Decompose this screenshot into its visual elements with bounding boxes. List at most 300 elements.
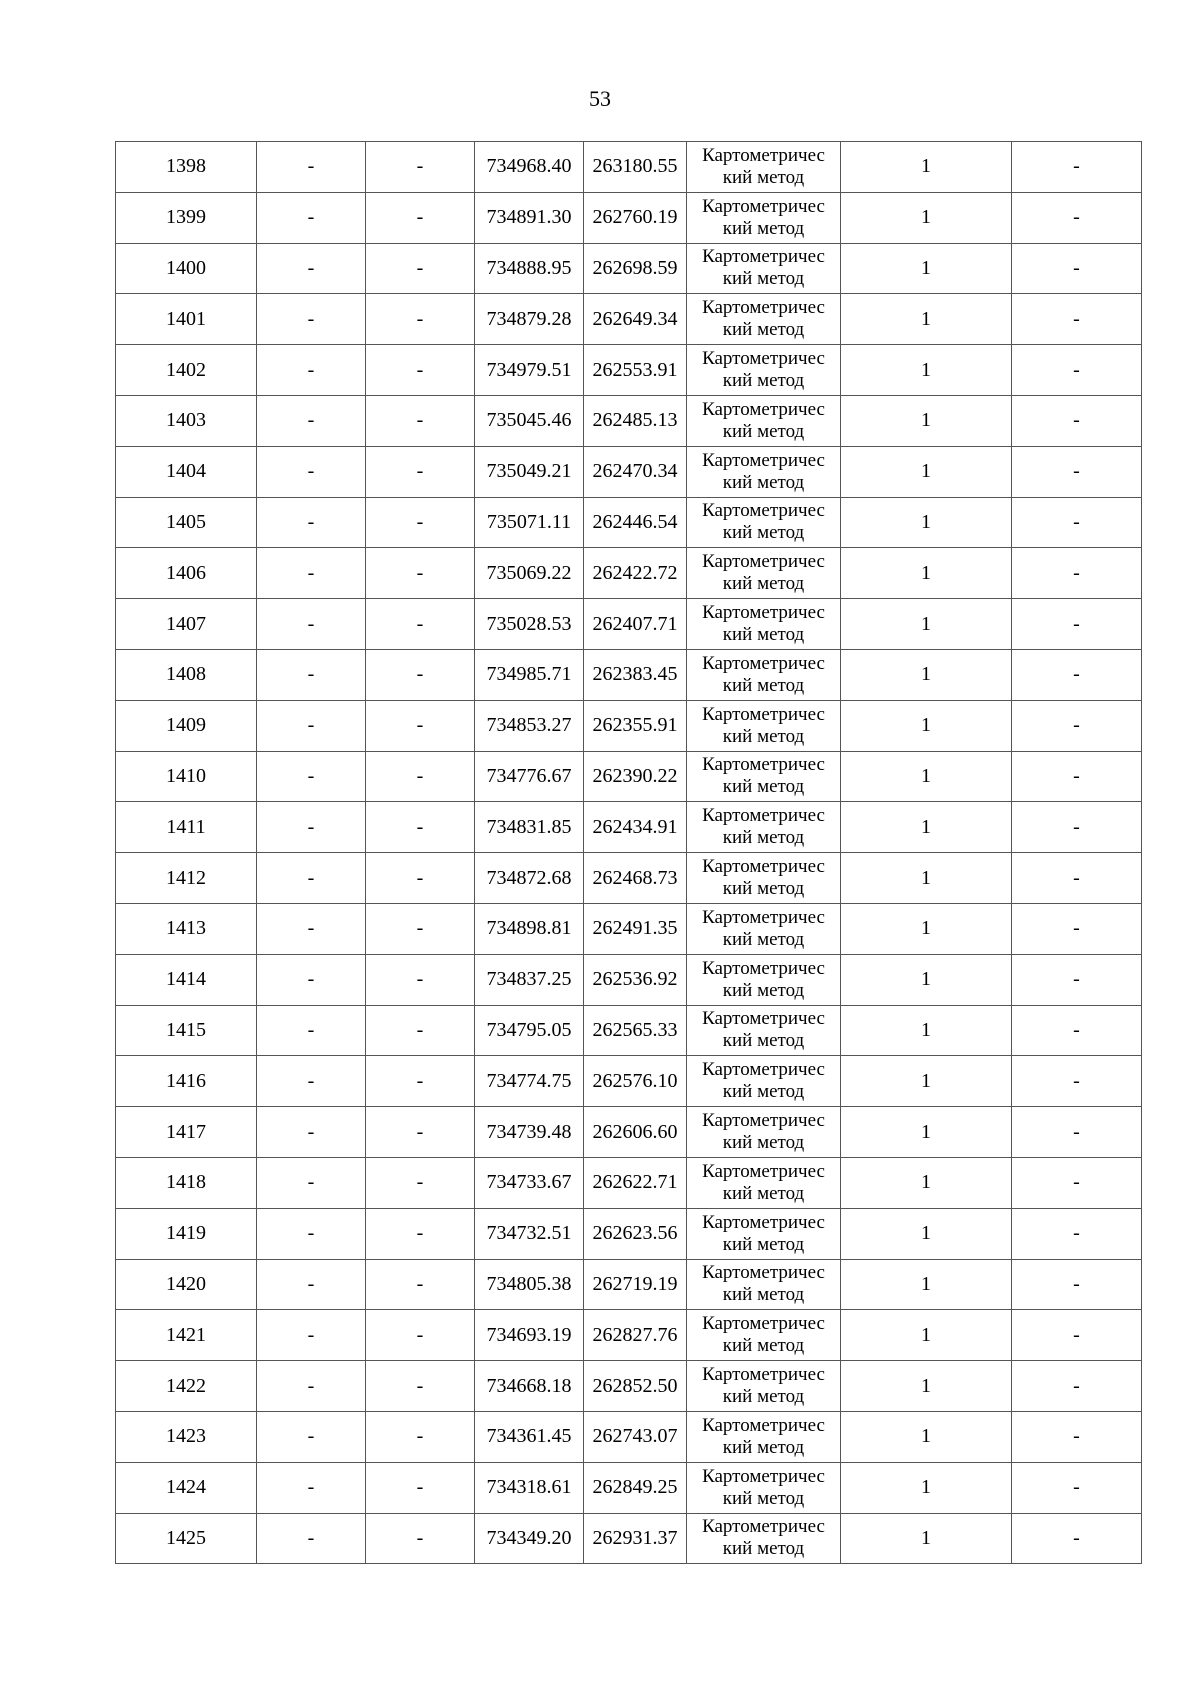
x-coordinate-cell: 734795.05 — [475, 1005, 584, 1056]
dash-cell: - — [257, 345, 366, 396]
dash-cell: - — [366, 700, 475, 751]
method-line-2: кий метод — [722, 370, 805, 392]
dash-cell: - — [366, 345, 475, 396]
method-line-1: Картометричес — [702, 1262, 825, 1284]
dash-cell: - — [257, 142, 366, 193]
y-coordinate-cell: 262719.19 — [584, 1259, 687, 1310]
note-cell: - — [1012, 1361, 1142, 1412]
y-coordinate-cell: 262468.73 — [584, 853, 687, 904]
note-cell: - — [1012, 192, 1142, 243]
method-line-1: Картометричес — [702, 602, 825, 624]
x-coordinate-cell: 734774.75 — [475, 1056, 584, 1107]
note-cell: - — [1012, 853, 1142, 904]
dash-cell: - — [366, 853, 475, 904]
x-coordinate-cell: 734872.68 — [475, 853, 584, 904]
y-coordinate-cell: 262485.13 — [584, 395, 687, 446]
y-coordinate-cell: 262470.34 — [584, 446, 687, 497]
y-coordinate-cell: 262383.45 — [584, 649, 687, 700]
dash-cell: - — [366, 1310, 475, 1361]
accuracy-cell: 1 — [841, 1056, 1012, 1107]
point-number-cell: 1401 — [116, 294, 257, 345]
dash-cell: - — [366, 243, 475, 294]
method-cell — [687, 192, 841, 243]
method-line-1: Картометричес — [702, 1110, 825, 1132]
method-cell — [687, 294, 841, 345]
point-number-cell: 1402 — [116, 345, 257, 396]
dash-cell: - — [257, 802, 366, 853]
accuracy-cell: 1 — [841, 700, 1012, 751]
method-line-2: кий метод — [722, 1335, 805, 1357]
method-cell — [687, 599, 841, 650]
note-cell: - — [1012, 1056, 1142, 1107]
method-line-1: Картометричес — [702, 551, 825, 573]
accuracy-cell: 1 — [841, 345, 1012, 396]
method-cell — [687, 649, 841, 700]
method-line-2: кий метод — [722, 1233, 805, 1255]
method-line-2: кий метод — [722, 1081, 805, 1103]
note-cell: - — [1012, 345, 1142, 396]
x-coordinate-cell: 734853.27 — [475, 700, 584, 751]
method-line-2: кий метод — [722, 1132, 805, 1154]
x-coordinate-cell: 734837.25 — [475, 954, 584, 1005]
method-cell — [687, 700, 841, 751]
method-cell — [687, 903, 841, 954]
dash-cell: - — [366, 192, 475, 243]
y-coordinate-cell: 263180.55 — [584, 142, 687, 193]
point-number-cell: 1423 — [116, 1411, 257, 1462]
method-line-1: Картометричес — [702, 1364, 825, 1386]
method-line-1: Картометричес — [702, 1465, 825, 1487]
accuracy-cell: 1 — [841, 853, 1012, 904]
note-cell: - — [1012, 903, 1142, 954]
x-coordinate-cell: 735028.53 — [475, 599, 584, 650]
point-number-cell: 1417 — [116, 1107, 257, 1158]
dash-cell: - — [366, 142, 475, 193]
x-coordinate-cell: 735071.11 — [475, 497, 584, 548]
method-line-1: Картометричес — [702, 348, 825, 370]
method-cell — [687, 1361, 841, 1412]
point-number-cell: 1406 — [116, 548, 257, 599]
method-line-1: Картометричес — [702, 856, 825, 878]
method-line-1: Картометричес — [702, 1516, 825, 1538]
method-line-1: Картометричес — [702, 1414, 825, 1436]
point-number-cell: 1422 — [116, 1361, 257, 1412]
accuracy-cell: 1 — [841, 1411, 1012, 1462]
method-line-2: кий метод — [722, 878, 805, 900]
method-line-2: кий метод — [722, 1538, 805, 1560]
method-line-2: кий метод — [722, 674, 805, 696]
x-coordinate-cell: 734968.40 — [475, 142, 584, 193]
table-row — [116, 548, 1142, 599]
accuracy-cell: 1 — [841, 954, 1012, 1005]
dash-cell: - — [257, 1056, 366, 1107]
table-row — [116, 1310, 1142, 1361]
point-number-cell: 1398 — [116, 142, 257, 193]
dash-cell: - — [366, 751, 475, 802]
dash-cell: - — [257, 954, 366, 1005]
method-line-1: Картометричес — [702, 957, 825, 979]
accuracy-cell: 1 — [841, 802, 1012, 853]
dash-cell: - — [257, 1107, 366, 1158]
accuracy-cell: 1 — [841, 192, 1012, 243]
point-number-cell: 1403 — [116, 395, 257, 446]
accuracy-cell: 1 — [841, 294, 1012, 345]
note-cell: - — [1012, 599, 1142, 650]
dash-cell: - — [257, 548, 366, 599]
accuracy-cell: 1 — [841, 395, 1012, 446]
point-number-cell: 1418 — [116, 1157, 257, 1208]
y-coordinate-cell: 262623.56 — [584, 1208, 687, 1259]
method-line-2: кий метод — [722, 776, 805, 798]
accuracy-cell: 1 — [841, 1361, 1012, 1412]
method-line-1: Картометричес — [702, 449, 825, 471]
table-row — [116, 1462, 1142, 1513]
note-cell: - — [1012, 1208, 1142, 1259]
x-coordinate-cell: 735049.21 — [475, 446, 584, 497]
method-line-2: кий метод — [722, 1487, 805, 1509]
y-coordinate-cell: 262565.33 — [584, 1005, 687, 1056]
table-row — [116, 1361, 1142, 1412]
point-number-cell: 1412 — [116, 853, 257, 904]
method-line-2: кий метод — [722, 319, 805, 341]
accuracy-cell: 1 — [841, 751, 1012, 802]
point-number-cell: 1414 — [116, 954, 257, 1005]
method-cell — [687, 1310, 841, 1361]
table-row — [116, 1107, 1142, 1158]
note-cell: - — [1012, 802, 1142, 853]
table-row — [116, 1513, 1142, 1564]
method-line-2: кий метод — [722, 1284, 805, 1306]
method-cell — [687, 1208, 841, 1259]
dash-cell: - — [257, 1208, 366, 1259]
x-coordinate-cell: 734732.51 — [475, 1208, 584, 1259]
dash-cell: - — [366, 497, 475, 548]
x-coordinate-cell: 734318.61 — [475, 1462, 584, 1513]
dash-cell: - — [257, 1259, 366, 1310]
accuracy-cell: 1 — [841, 649, 1012, 700]
method-cell — [687, 1005, 841, 1056]
dash-cell: - — [366, 599, 475, 650]
note-cell: - — [1012, 1462, 1142, 1513]
accuracy-cell: 1 — [841, 1513, 1012, 1564]
dash-cell: - — [257, 1310, 366, 1361]
y-coordinate-cell: 262698.59 — [584, 243, 687, 294]
dash-cell: - — [366, 649, 475, 700]
table-row — [116, 903, 1142, 954]
accuracy-cell: 1 — [841, 1005, 1012, 1056]
point-number-cell: 1424 — [116, 1462, 257, 1513]
y-coordinate-cell: 262622.71 — [584, 1157, 687, 1208]
method-line-1: Картометричес — [702, 805, 825, 827]
x-coordinate-cell: 734888.95 — [475, 243, 584, 294]
table-row — [116, 1005, 1142, 1056]
note-cell: - — [1012, 446, 1142, 497]
method-line-1: Картометричес — [702, 246, 825, 268]
y-coordinate-cell: 262422.72 — [584, 548, 687, 599]
point-number-cell: 1410 — [116, 751, 257, 802]
point-number-cell: 1399 — [116, 192, 257, 243]
point-number-cell: 1415 — [116, 1005, 257, 1056]
x-coordinate-cell: 734776.67 — [475, 751, 584, 802]
note-cell: - — [1012, 142, 1142, 193]
y-coordinate-cell: 262576.10 — [584, 1056, 687, 1107]
dash-cell: - — [257, 243, 366, 294]
method-line-2: кий метод — [722, 1436, 805, 1458]
method-line-1: Картометричес — [702, 1211, 825, 1233]
note-cell: - — [1012, 548, 1142, 599]
method-line-2: кий метод — [722, 268, 805, 290]
point-number-cell: 1416 — [116, 1056, 257, 1107]
table-row — [116, 243, 1142, 294]
x-coordinate-cell: 734361.45 — [475, 1411, 584, 1462]
table-row — [116, 1259, 1142, 1310]
note-cell: - — [1012, 954, 1142, 1005]
note-cell: - — [1012, 1513, 1142, 1564]
method-line-2: кий метод — [722, 725, 805, 747]
note-cell: - — [1012, 1310, 1142, 1361]
table-row — [116, 294, 1142, 345]
point-number-cell: 1409 — [116, 700, 257, 751]
table-row — [116, 192, 1142, 243]
note-cell: - — [1012, 294, 1142, 345]
method-cell — [687, 802, 841, 853]
note-cell: - — [1012, 751, 1142, 802]
note-cell: - — [1012, 497, 1142, 548]
y-coordinate-cell: 262827.76 — [584, 1310, 687, 1361]
dash-cell: - — [257, 853, 366, 904]
table-row — [116, 446, 1142, 497]
x-coordinate-cell: 735069.22 — [475, 548, 584, 599]
method-line-1: Картометричес — [702, 1059, 825, 1081]
method-cell — [687, 497, 841, 548]
dash-cell: - — [257, 599, 366, 650]
dash-cell: - — [257, 751, 366, 802]
method-line-1: Картометричес — [702, 906, 825, 928]
accuracy-cell: 1 — [841, 497, 1012, 548]
dash-cell: - — [257, 1513, 366, 1564]
x-coordinate-cell: 734831.85 — [475, 802, 584, 853]
table-row — [116, 599, 1142, 650]
method-line-2: кий метод — [722, 573, 805, 595]
dash-cell: - — [257, 497, 366, 548]
method-cell — [687, 1259, 841, 1310]
note-cell: - — [1012, 243, 1142, 294]
x-coordinate-cell: 734805.38 — [475, 1259, 584, 1310]
x-coordinate-cell: 734985.71 — [475, 649, 584, 700]
y-coordinate-cell: 262849.25 — [584, 1462, 687, 1513]
table-row — [116, 1157, 1142, 1208]
y-coordinate-cell: 262760.19 — [584, 192, 687, 243]
table-row — [116, 954, 1142, 1005]
method-line-1: Картометричес — [702, 1313, 825, 1335]
dash-cell: - — [257, 1462, 366, 1513]
table-row — [116, 853, 1142, 904]
method-cell — [687, 853, 841, 904]
method-line-1: Картометричес — [702, 144, 825, 166]
table-row — [116, 1056, 1142, 1107]
dash-cell: - — [366, 1513, 475, 1564]
method-line-1: Картометричес — [702, 297, 825, 319]
x-coordinate-cell: 734668.18 — [475, 1361, 584, 1412]
method-line-1: Картометричес — [702, 195, 825, 217]
point-number-cell: 1420 — [116, 1259, 257, 1310]
accuracy-cell: 1 — [841, 1310, 1012, 1361]
y-coordinate-cell: 262536.92 — [584, 954, 687, 1005]
y-coordinate-cell: 262355.91 — [584, 700, 687, 751]
dash-cell: - — [257, 903, 366, 954]
dash-cell: - — [366, 395, 475, 446]
x-coordinate-cell: 734733.67 — [475, 1157, 584, 1208]
y-coordinate-cell: 262434.91 — [584, 802, 687, 853]
dash-cell: - — [366, 954, 475, 1005]
method-line-2: кий метод — [722, 1386, 805, 1408]
y-coordinate-cell: 262931.37 — [584, 1513, 687, 1564]
note-cell: - — [1012, 1107, 1142, 1158]
method-cell — [687, 1462, 841, 1513]
dash-cell: - — [366, 548, 475, 599]
x-coordinate-cell: 734349.20 — [475, 1513, 584, 1564]
point-number-cell: 1425 — [116, 1513, 257, 1564]
method-cell — [687, 1157, 841, 1208]
method-cell — [687, 1411, 841, 1462]
method-cell — [687, 954, 841, 1005]
method-line-1: Картометричес — [702, 398, 825, 420]
y-coordinate-cell: 262407.71 — [584, 599, 687, 650]
x-coordinate-cell: 734739.48 — [475, 1107, 584, 1158]
point-number-cell: 1413 — [116, 903, 257, 954]
method-line-2: кий метод — [722, 217, 805, 239]
method-cell — [687, 548, 841, 599]
x-coordinate-cell: 734693.19 — [475, 1310, 584, 1361]
accuracy-cell: 1 — [841, 243, 1012, 294]
dash-cell: - — [257, 1157, 366, 1208]
note-cell: - — [1012, 395, 1142, 446]
table-row — [116, 1208, 1142, 1259]
accuracy-cell: 1 — [841, 1208, 1012, 1259]
method-line-2: кий метод — [722, 827, 805, 849]
dash-cell: - — [366, 1208, 475, 1259]
method-line-2: кий метод — [722, 1182, 805, 1204]
note-cell: - — [1012, 649, 1142, 700]
note-cell: - — [1012, 1259, 1142, 1310]
method-cell — [687, 1513, 841, 1564]
note-cell: - — [1012, 700, 1142, 751]
method-line-2: кий метод — [722, 420, 805, 442]
x-coordinate-cell: 734879.28 — [475, 294, 584, 345]
accuracy-cell: 1 — [841, 1157, 1012, 1208]
method-cell — [687, 142, 841, 193]
method-line-2: кий метод — [722, 1030, 805, 1052]
method-cell — [687, 243, 841, 294]
point-number-cell: 1405 — [116, 497, 257, 548]
dash-cell: - — [257, 1005, 366, 1056]
method-cell — [687, 446, 841, 497]
y-coordinate-cell: 262491.35 — [584, 903, 687, 954]
method-line-1: Картометричес — [702, 703, 825, 725]
dash-cell: - — [366, 1056, 475, 1107]
dash-cell: - — [257, 192, 366, 243]
dash-cell: - — [366, 446, 475, 497]
method-cell — [687, 1056, 841, 1107]
method-cell — [687, 345, 841, 396]
table-row — [116, 751, 1142, 802]
accuracy-cell: 1 — [841, 548, 1012, 599]
point-number-cell: 1411 — [116, 802, 257, 853]
point-number-cell: 1407 — [116, 599, 257, 650]
method-line-2: кий метод — [722, 522, 805, 544]
dash-cell: - — [366, 1157, 475, 1208]
method-line-2: кий метод — [722, 471, 805, 493]
y-coordinate-cell: 262446.54 — [584, 497, 687, 548]
x-coordinate-cell: 734891.30 — [475, 192, 584, 243]
method-cell — [687, 1107, 841, 1158]
dash-cell: - — [257, 294, 366, 345]
method-line-1: Картометричес — [702, 1008, 825, 1030]
accuracy-cell: 1 — [841, 903, 1012, 954]
accuracy-cell: 1 — [841, 446, 1012, 497]
method-line-2: кий метод — [722, 928, 805, 950]
dash-cell: - — [257, 446, 366, 497]
dash-cell: - — [366, 294, 475, 345]
method-line-2: кий метод — [722, 624, 805, 646]
point-number-cell: 1419 — [116, 1208, 257, 1259]
note-cell: - — [1012, 1411, 1142, 1462]
y-coordinate-cell: 262743.07 — [584, 1411, 687, 1462]
dash-cell: - — [366, 1005, 475, 1056]
dash-cell: - — [366, 1361, 475, 1412]
y-coordinate-cell: 262649.34 — [584, 294, 687, 345]
point-number-cell: 1404 — [116, 446, 257, 497]
note-cell: - — [1012, 1157, 1142, 1208]
method-cell — [687, 395, 841, 446]
accuracy-cell: 1 — [841, 1462, 1012, 1513]
table-row — [116, 395, 1142, 446]
point-number-cell: 1408 — [116, 649, 257, 700]
dash-cell: - — [366, 903, 475, 954]
dash-cell: - — [366, 1107, 475, 1158]
dash-cell: - — [366, 1462, 475, 1513]
y-coordinate-cell: 262606.60 — [584, 1107, 687, 1158]
table-row — [116, 700, 1142, 751]
y-coordinate-cell: 262852.50 — [584, 1361, 687, 1412]
coordinates-table — [115, 141, 1142, 1564]
table-row — [116, 649, 1142, 700]
note-cell: - — [1012, 1005, 1142, 1056]
y-coordinate-cell: 262390.22 — [584, 751, 687, 802]
dash-cell: - — [257, 1411, 366, 1462]
method-line-2: кий метод — [722, 979, 805, 1001]
x-coordinate-cell: 734898.81 — [475, 903, 584, 954]
dash-cell: - — [257, 700, 366, 751]
accuracy-cell: 1 — [841, 142, 1012, 193]
dash-cell: - — [257, 1361, 366, 1412]
method-cell — [687, 751, 841, 802]
table-row — [116, 802, 1142, 853]
table-row — [116, 497, 1142, 548]
method-line-1: Картометричес — [702, 754, 825, 776]
method-line-1: Картометричес — [702, 500, 825, 522]
method-line-1: Картометричес — [702, 1160, 825, 1182]
method-line-1: Картометричес — [702, 652, 825, 674]
table-row — [116, 345, 1142, 396]
accuracy-cell: 1 — [841, 1259, 1012, 1310]
accuracy-cell: 1 — [841, 599, 1012, 650]
accuracy-cell: 1 — [841, 1107, 1012, 1158]
point-number-cell: 1421 — [116, 1310, 257, 1361]
x-coordinate-cell: 735045.46 — [475, 395, 584, 446]
y-coordinate-cell: 262553.91 — [584, 345, 687, 396]
dash-cell: - — [366, 1259, 475, 1310]
